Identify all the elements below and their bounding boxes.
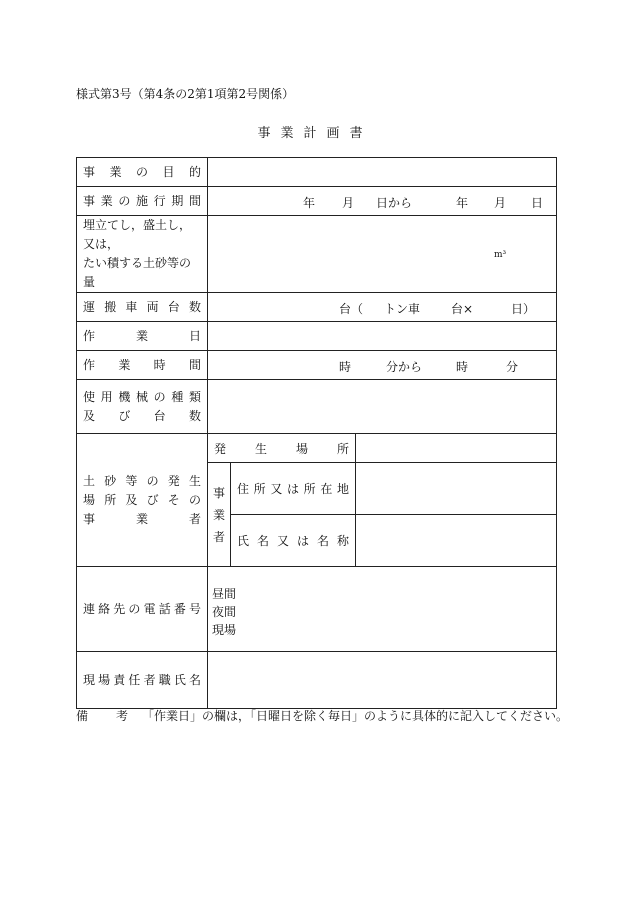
field-volume[interactable] [208, 216, 557, 293]
row-machines [77, 380, 557, 434]
vehicles-tonnage: トン車 [384, 302, 421, 316]
label-origin: 土砂等の発生 場所及びその 事業者 [77, 434, 208, 567]
label-operator-address: 住所又は所在地 [231, 463, 356, 515]
field-contact[interactable] [208, 567, 557, 652]
field-purpose[interactable] [208, 158, 557, 187]
document-title: 事業計画書 [257, 126, 373, 141]
period-start-month: 月 [342, 196, 355, 210]
label-origin-place: 発生場所 [208, 434, 356, 463]
field-manager[interactable] [208, 652, 557, 709]
field-machines[interactable] [208, 380, 557, 434]
period-start-day: 日から [376, 196, 413, 210]
contact-daytime: 昼間 [212, 587, 237, 601]
worktime-end-minute: 分 [506, 360, 519, 374]
label-vehicles: 運搬車両台数 [77, 293, 208, 322]
field-worktime[interactable] [208, 351, 557, 380]
period-end-day: 日 [531, 196, 544, 210]
vehicles-days: 日） [511, 302, 536, 316]
form-number: 様式第3号（第4条の2第1項第2号関係） [76, 87, 295, 101]
row-manager [77, 652, 557, 709]
worktime-start-minute: 分から [386, 360, 423, 374]
vehicles-multiplier: 台× [451, 302, 474, 316]
label-contact: 連絡先の電話番号 [77, 567, 208, 652]
footnote-text: 「作業日」の欄は，「日曜日を除く毎日」のように具体的に記入してください。 [142, 709, 569, 723]
field-period[interactable] [208, 187, 557, 216]
label-purpose: 事業の目的 [77, 158, 208, 187]
field-operator-address[interactable] [356, 463, 557, 515]
label-workday: 作業日 [77, 322, 208, 351]
row-volume [77, 216, 557, 293]
label-period: 事業の施行期間 [77, 187, 208, 216]
contact-site: 現場 [212, 623, 237, 637]
label-operator-name: 氏名又は名称 [231, 515, 356, 567]
field-workday[interactable] [208, 322, 557, 351]
business-plan-table [76, 157, 557, 709]
label-manager: 現場責任者職氏名 [77, 652, 208, 709]
label-machines: 使用機械の種類 及び台数 [77, 380, 208, 434]
label-operator: 事 業 者 [208, 463, 231, 567]
row-vehicles [77, 293, 557, 322]
row-workday [77, 322, 557, 351]
label-worktime: 作業時間 [77, 351, 208, 380]
period-end-year: 年 [456, 196, 469, 210]
worktime-end-hour: 時 [456, 360, 469, 374]
field-vehicles[interactable] [208, 293, 557, 322]
footnote [76, 707, 568, 724]
row-worktime [77, 351, 557, 380]
row-contact [77, 567, 557, 652]
contact-night: 夜間 [212, 605, 237, 619]
contact-lines [212, 585, 236, 639]
volume-unit: m³ [494, 250, 507, 260]
vehicles-count: 台（ [339, 302, 364, 316]
row-purpose [77, 158, 557, 187]
row-period [77, 187, 557, 216]
footnote-head: 備考 [76, 709, 128, 723]
field-operator-name[interactable] [356, 515, 557, 567]
label-volume: 埋立てし，盛土し，又は， たい積する土砂等の量 [77, 216, 208, 293]
period-end-month: 月 [494, 196, 507, 210]
worktime-start-hour: 時 [339, 360, 352, 374]
period-start-year: 年 [303, 196, 316, 210]
row-origin-place [77, 434, 557, 463]
field-origin-place[interactable] [356, 434, 557, 463]
